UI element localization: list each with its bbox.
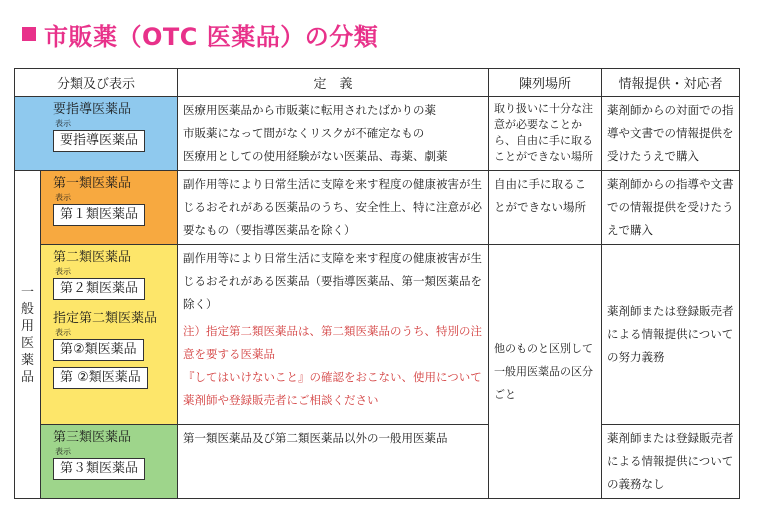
general-otc-label: 一般用医薬品 [20,284,34,385]
place-text: 自由に手に取ることができない場所 [494,177,587,214]
table-header-row [15,69,740,97]
definition-cell [178,171,489,245]
definition-cell [178,97,489,171]
row-yoshido [15,97,740,171]
category-first [41,171,178,245]
info-cell [602,425,740,499]
info-text: 薬剤師からの対面での指導や文書での情報提供を受けたうえで購入 [607,103,734,163]
designated-mark-box-2: 第 ②類医薬品 [53,367,148,389]
header-definition: 定 義 [178,69,489,97]
display-mark-box: 第１類医薬品 [53,204,145,226]
place-cell [489,97,602,171]
general-otc-cell [15,171,41,499]
definition-text: 副作用等により日常生活に支障を来す程度の健康被害が生じるおそれがある医薬品（要指導医薬品、第一類医薬品を除く） [183,251,483,311]
category-name: 第二類医薬品 [53,250,132,265]
display-label: 表示 [55,119,71,128]
header-classification: 分類及び表示 [15,69,178,97]
display-label: 表示 [55,328,71,337]
row-first [15,171,740,245]
shared-place-cell [489,245,602,499]
info-cell [602,171,740,245]
definition-text: 第一類医薬品及び第二類医薬品以外の一般用医薬品 [183,431,448,445]
info-text: 薬剤師からの指導や文書での情報提供を受けたうえで購入 [607,177,734,237]
page-title [22,16,378,52]
row-second [15,245,740,425]
category-name: 第三類医薬品 [53,430,132,445]
display-mark-box: 第３類医薬品 [53,458,145,480]
info-cell [602,97,740,171]
display-label: 表示 [55,267,71,276]
place-cell [489,171,602,245]
category-name: 第一類医薬品 [53,176,132,191]
display-mark-box: 要指導医薬品 [53,130,145,152]
otc-classification-table [14,68,740,499]
display-label: 表示 [55,193,71,202]
designated-note-text: 注）指定第二類医薬品は、第二類医薬品のうち、特別の注意を要する医薬品 『してはいけないこと』の確認をおこない、使用について薬剤師や登録販売者にご相談ください [183,324,483,407]
designated-mark-box-1: 第②類医薬品 [53,339,144,361]
display-label: 表示 [55,447,71,456]
page-title-text: 市販薬（OTC 医薬品）の分類 [44,22,379,51]
category-second [41,245,178,425]
designated-category-name: 指定第二類医薬品 [53,311,158,326]
row-third [15,425,740,499]
definition-cell [178,425,489,499]
header-display-place: 陳列場所 [489,69,602,97]
display-mark-box: 第２類医薬品 [53,278,145,300]
category-third [41,425,178,499]
definition-cell [178,245,489,425]
square-bullet-icon [22,27,36,41]
category-yoshido [15,97,178,171]
info-text: 薬剤師または登録販売者による情報提供についての義務なし [607,431,734,491]
info-cell [602,245,740,425]
place-text: 取り扱いに十分な注意が必要なことから、自由に手に取ることができない場所 [494,102,594,163]
category-name: 要指導医薬品 [53,102,132,117]
definition-text: 医療用医薬品から市販薬に転用されたばかりの薬 市販薬になって間がなくリスクが不確定なもの 医療用としての使用経験がない医薬品、毒薬、劇薬 [183,103,448,163]
info-text: 薬剤師または登録販売者による情報提供についての努力義務 [607,304,734,364]
definition-text: 副作用等により日常生活に支障を来す程度の健康被害が生じるおそれがある医薬品のうち、安全性上、特に注意が必要なもの（要指導医薬品を除く） [183,177,483,237]
shared-place-text: 他のものと区別して一般用医薬品の区分ごと [494,342,594,401]
header-info: 情報提供・対応者 [602,69,740,97]
